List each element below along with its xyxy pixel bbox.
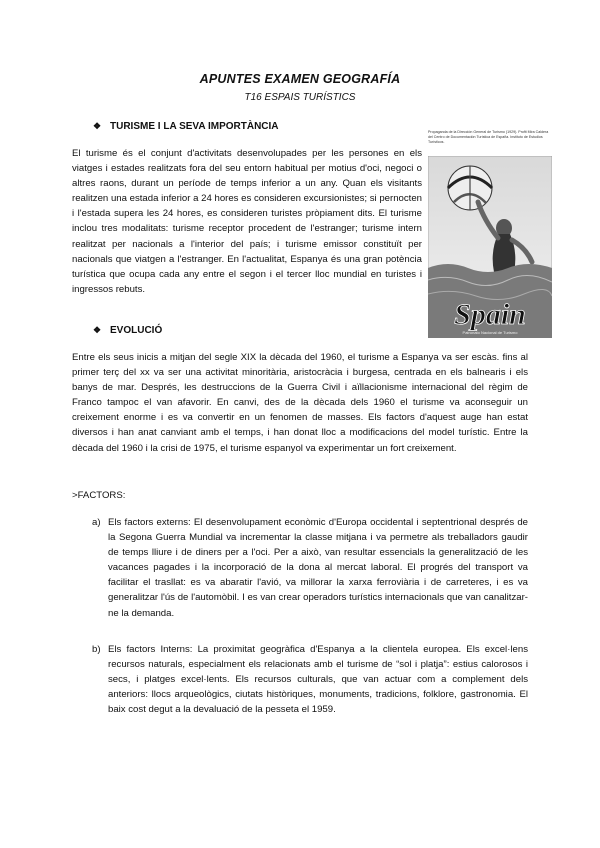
- list-item-text: Els factors Interns: La proximitat geogràfica d'Espanya a la clientela europea. Els excel·lens recursos naturals, especialment els relacionats amb el turisme de “sol i platja”: estius calorosos i secs, i platges excel·lents. Els recursos culturals, que van actuar com a complement dels anteriors: llocs arqueològics, ciutats històriques, monuments, tradicions, folklore, gastronomia. El baix cost degut a la devaluació de la pesseta el 1959.: [108, 644, 528, 716]
- section-paragraph-turisme: El turisme és el conjunt d'activitats desenvolupades per les persones en els viatges i estades realitzats fora del seu entorn habitual per motius d'oci, negoci o altres raons, durant un període de temps inferior a un any. Quan els visitants realitzen una estada inferior a 24 hores es consideren excursionistes; si pernocten i l'estada supera les 24 hores, es consideren turistes pròpiament dits. El turisme inclou tres modalitats: turisme receptor procedent de l'estranger; turisme intern realitzat per nacionals a l'interior del país; i turisme emissor constituït per nacionals que viatgen a l'estranger. En l'actualitat, Espanya és una gran potència turística que ocupa cada any entre el segon i el tercer lloc mundial en turistes i ingressos rebuts.: [72, 148, 422, 295]
- section-heading-label: EVOLUCIÓ: [110, 325, 163, 336]
- document-subtitle: T16 ESPAIS TURÍSTICS: [244, 92, 356, 103]
- diamond-bullet-icon: ❖: [92, 121, 102, 131]
- list-item: [92, 642, 528, 717]
- poster-illustration: [428, 156, 552, 338]
- list-marker: a): [92, 517, 101, 528]
- section-heading-turisme: [92, 121, 279, 132]
- spain-tourism-poster: [428, 130, 552, 338]
- poster-footer-text: Patronato Nacional de Turismo: [462, 330, 518, 335]
- section-heading-label: TURISME I LA SEVA IMPORTÀNCIA: [110, 121, 279, 132]
- section-heading-evolucio: [92, 325, 162, 336]
- list-marker: b): [92, 644, 101, 655]
- diamond-bullet-icon: ❖: [92, 325, 102, 335]
- poster-brand-text: Spain: [454, 298, 526, 331]
- document-title: APUNTES EXAMEN GEOGRAFÍA: [199, 72, 401, 86]
- list-item-text: Els factors externs: El desenvolupament econòmic d'Europa occidental i septentrional després de la Segona Guerra Mundial va incrementar la classe mitjana i va permetre als treballadors gaudir de temps lliure i de diners per a l'oci. Per a això, van resultar essencials la generalització de les vacances pagades i la incorporació de la dona al mercat laboral. El progrés del transport va facilitar el trasllat: es va abaratir l'avió, va millorar la xarxa ferroviària i de carreteres, i es va generalitzar l'ús de l'automòbil. I es van crear operadors turístics internacionals que van canalitzar-ne la demanda.: [108, 517, 528, 619]
- factors-label: >FACTORS:: [72, 490, 126, 501]
- list-item: [92, 515, 528, 621]
- poster-caption: Propaganda de la Dirección General de Turismo (1929). Profit Mira Caldera del Centro de Documentación Turística de España. Instituto de Estudios Turísticos.: [428, 130, 549, 144]
- section-paragraph-evolucio: Entre els seus inicis a mitjan del segle XIX la dècada del 1960, el turisme a Espanya va ser escàs. fins al primer terç del xx va ser una activitat minoritària, aristocràcia i burgesa, centrada en els balnearis i els banys de mar. Després, les destruccions de la Guerra Civil i aïllacionisme internacional del règim de Franco tampoc el van afavorir. En canvi, des de la dècada dels 1960 el turisme va aconseguir un creixement enorme i es va convertir en un fenomen de masses. Els factors d'aquest auge han estat diversos i han anat canviant amb el temps, i han donat lloc a modificacions del model turístic. Entre la dècada del 1960 i la crisi de 1975, el turisme espanyol va experimentar un fort creixement.: [72, 352, 528, 454]
